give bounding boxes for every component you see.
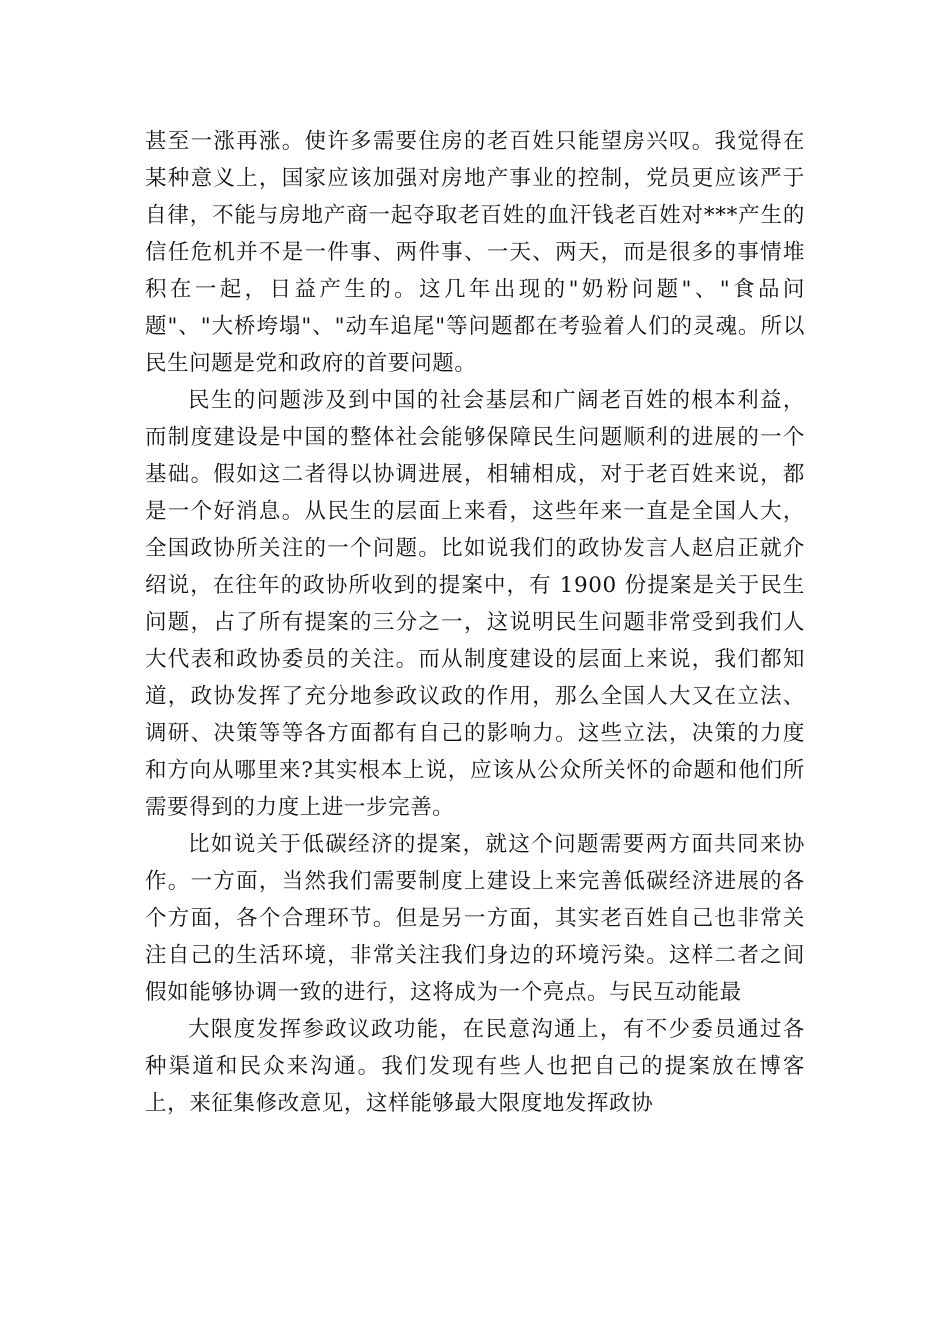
paragraph-1: 甚至一涨再涨。使许多需要住房的老百姓只能望房兴叹。我觉得在某种意义上，国家应该加强对房地产事业的控制，党员更应该严于自律，不能与房地产商一起夺取老百姓的血汗钱老百姓对***产生的信任危机并不是一件事、两件事、一天、两天，而是很多的事情堆积在一起，日益产生的。这几年出现的"奶粉问题"、"食品问题"、"大桥垮塌"、"动车追尾"等问题都在考验着人们的灵魂。所以民生问题是党和政府的首要问题。 <box>145 129 805 376</box>
document-body <box>145 123 805 1122</box>
paragraph-3: 比如说关于低碳经济的提案，就这个问题需要两方面共同来协作。一方面，当然我们需要制度上建设上来完善低碳经济进展的各个方面，各个合理环节。但是另一方面，其实老百姓自己也非常关注自己的生活环境，非常关注我们身边的环境污染。这样二者之间假如能够协调一致的进行，这将成为一个亮点。与民互动能最 <box>145 832 805 1005</box>
paragraph-2: 民生的问题涉及到中国的社会基层和广阔老百姓的根本利益，而制度建设是中国的整体社会能够保障民生问题顺利的进展的一个基础。假如这二者得以协调进展，相辅相成，对于老百姓来说，都是一个好消息。从民生的层面上来看，这些年来一直是全国人大，全国政协所关注的一个问题。比如说我们的政协发言人赵启正就介绍说，在往年的政协所收到的提案中，有 1900 份提案是关于民生问题，占了所有提案的三分之一，这说明民生问题非常受到我们人大代表和政协委员的关注。而从制度建设的层面上来说，我们都知道，政协发挥了充分地参政议政的作用，那么全国人大又在立法、调研、决策等等各方面都有自己的影响力。这些立法，决策的力度和方向从哪里来?其实根本上说，应该从公众所关怀的命题和他们所需要得到的力度上进一步完善。 <box>145 388 805 820</box>
paragraph-4: 大限度发挥参政议政功能，在民意沟通上，有不少委员通过各种渠道和民众来沟通。我们发现有些人也把自己的提案放在博客上，来征集修改意见，这样能够最大限度地发挥政协 <box>145 1017 805 1116</box>
